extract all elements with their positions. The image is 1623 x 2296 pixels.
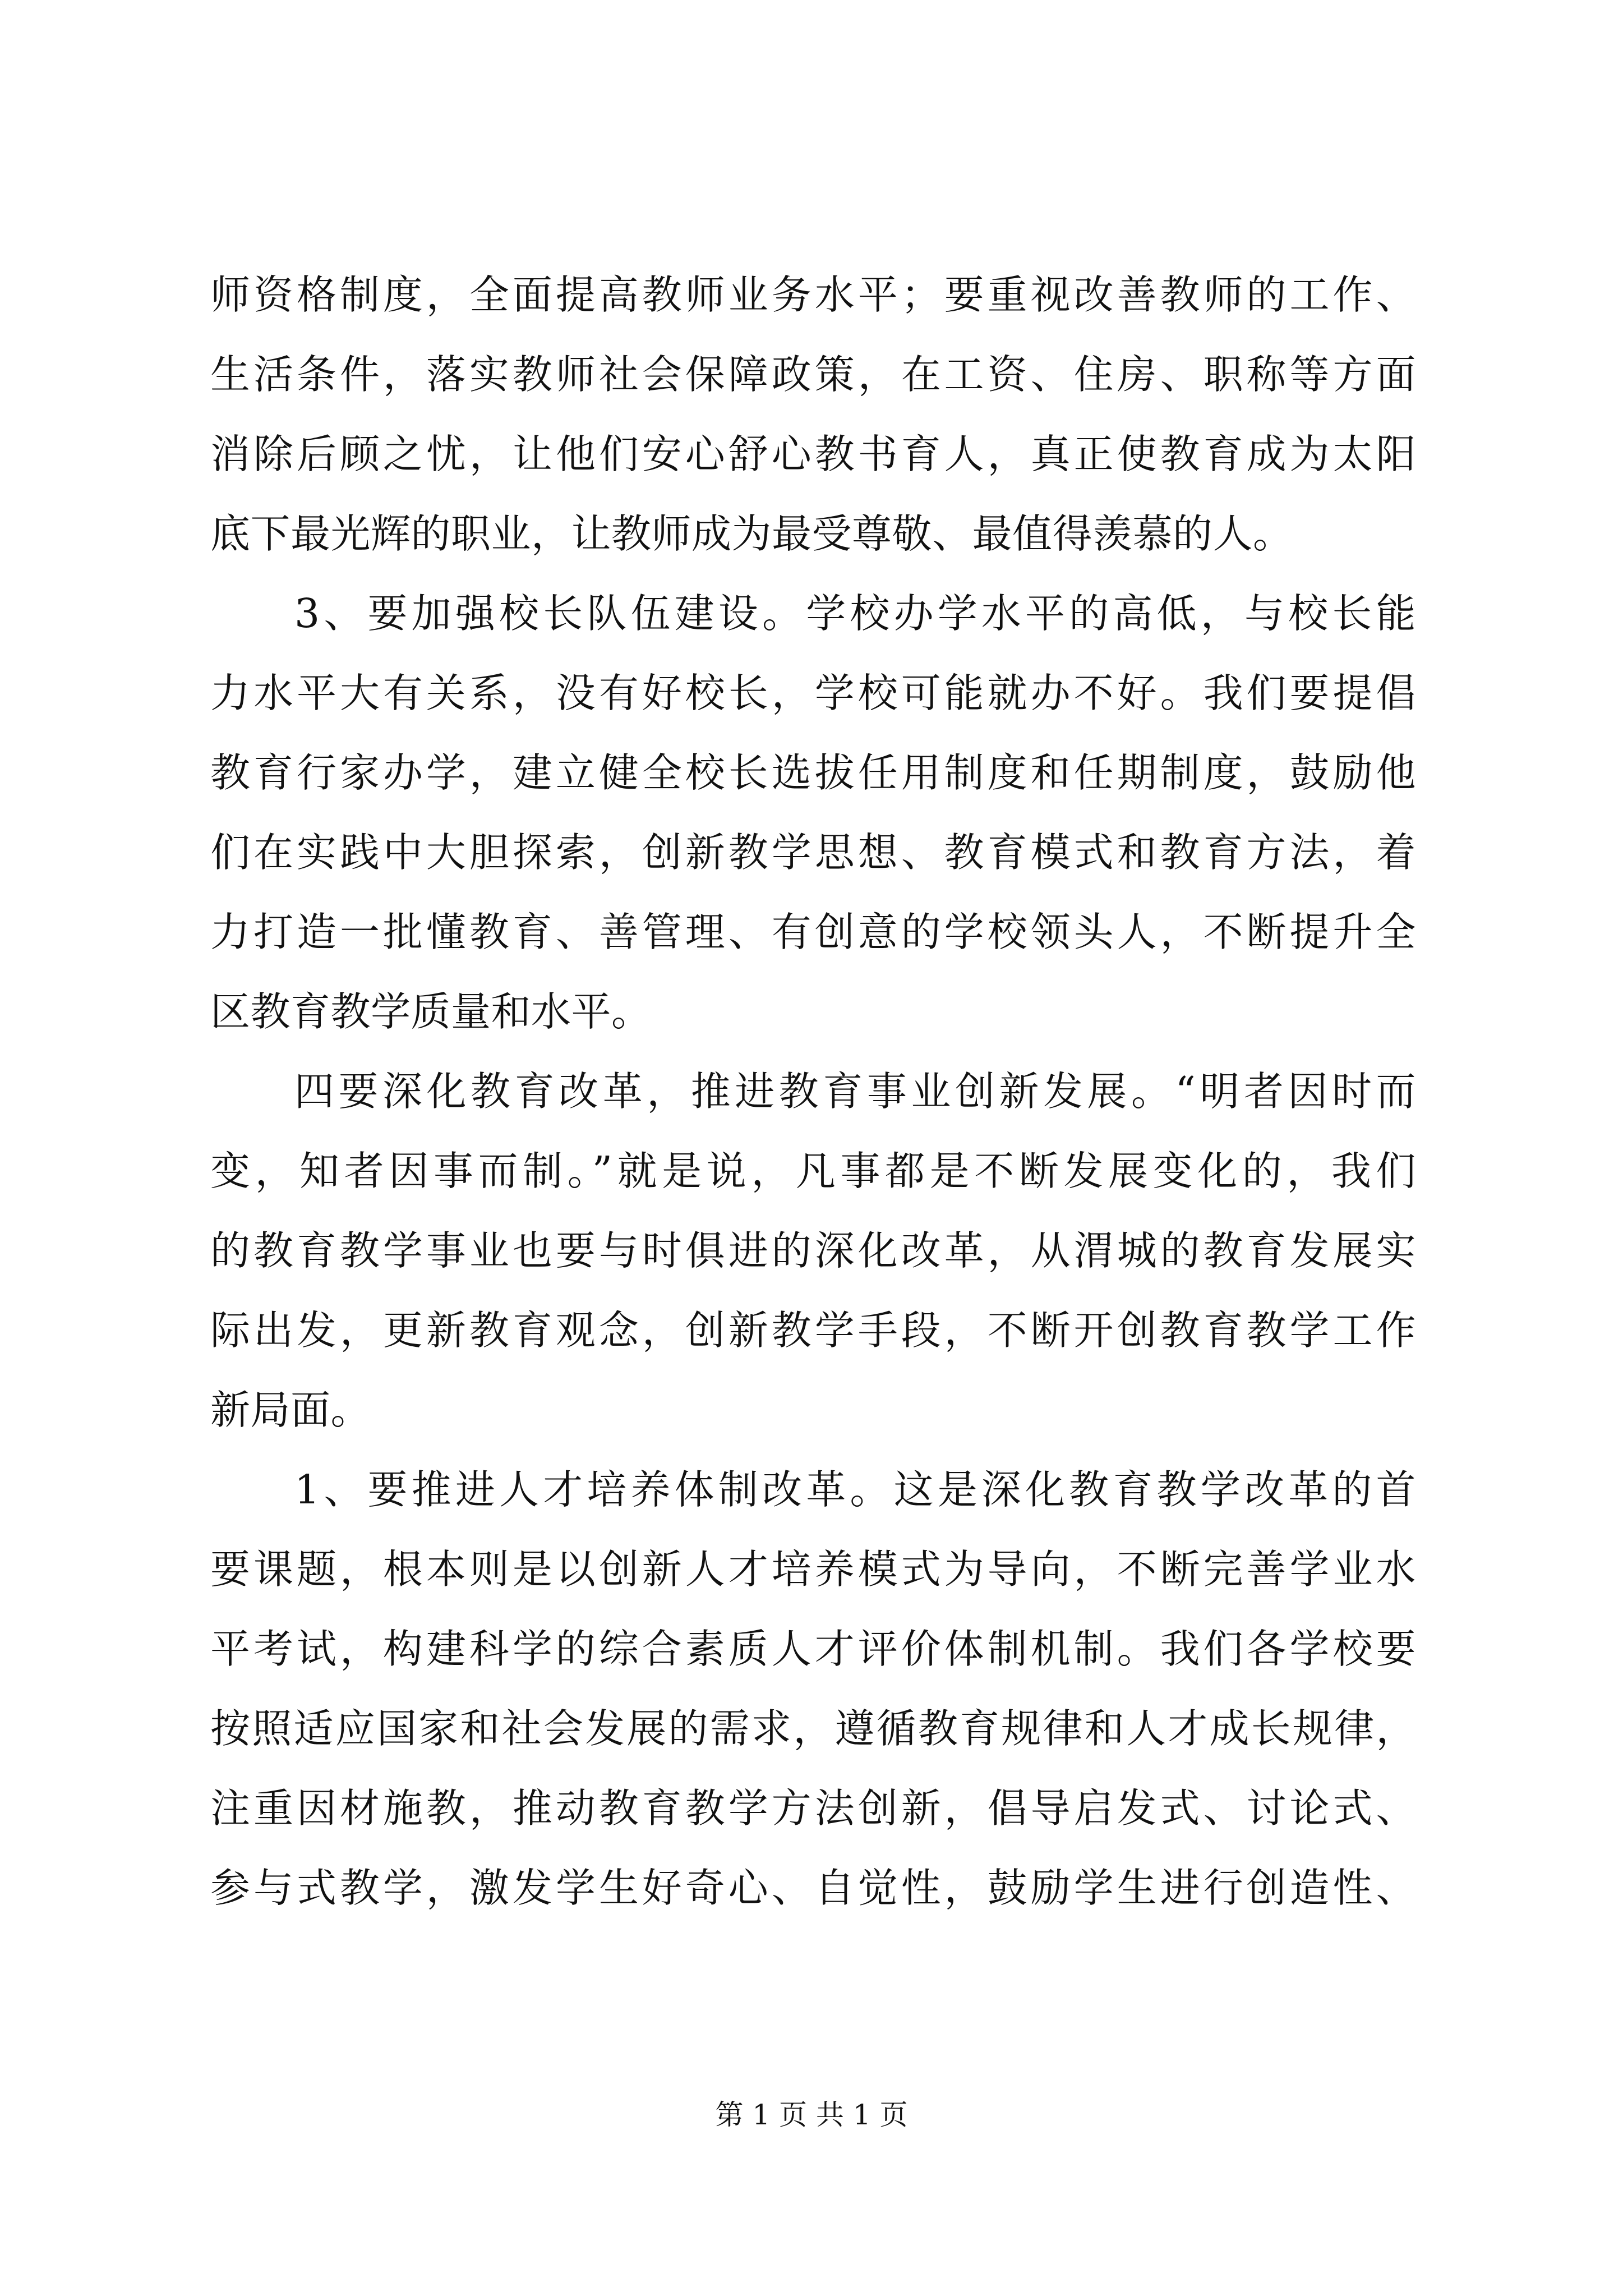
text-line: 注重因材施教，推动教育教学方法创新，倡导启发式、讨论式、 (210, 1785, 1416, 1832)
paragraph-talent-cultivation (210, 1450, 1416, 1928)
text-line: 1、要推进人才培养体制改革。这是深化教育教学改革的首 (294, 1466, 1416, 1513)
text-line: 力打造一批懂教育、善管理、有创意的学校领头人，不断提升全 (210, 909, 1416, 955)
text-line: 按照适应国家和社会发展的需求，遵循教育规律和人才成长规律， (210, 1705, 1416, 1752)
page-number-footer: 第 1 页 共 1 页 (715, 2099, 908, 2131)
text-line: 生活条件，落实教师社会保障政策，在工资、住房、职称等方面 (210, 351, 1416, 398)
text-line: 教育行家办学，建立健全校长选拔任用制度和任期制度，鼓励他 (210, 749, 1416, 796)
text-line: 区教育教学质量和水平。 (210, 988, 652, 1035)
text-line: 际出发，更新教育观念，创新教学手段，不断开创教育教学工作 (210, 1307, 1416, 1354)
paragraph-education-reform (210, 1052, 1416, 1450)
text-line: 3、要加强校长队伍建设。学校办学水平的高低，与校长能 (294, 590, 1416, 637)
paragraph-teacher-conditions (210, 255, 1416, 574)
paragraph-principal-team (210, 574, 1416, 1052)
text-line: 四要深化教育改革，推进教育事业创新发展。“明者因时而 (294, 1068, 1416, 1115)
document-body (210, 255, 1416, 1928)
text-line: 的教育教学事业也要与时俱进的深化改革，从渭城的教育发展实 (210, 1227, 1416, 1274)
text-line: 们在实践中大胆探索，创新教学思想、教育模式和教育方法，着 (210, 829, 1416, 876)
text-line: 新局面。 (210, 1387, 371, 1433)
text-line: 要课题，根本则是以创新人才培养模式为导向，不断完善学业水 (210, 1546, 1416, 1593)
text-line: 消除后顾之忧，让他们安心舒心教书育人，真正使教育成为太阳 (210, 431, 1416, 477)
text-line: 师资格制度，全面提高教师业务水平；要重视改善教师的工作、 (210, 272, 1416, 318)
text-line: 变，知者因事而制。”就是说，凡事都是不断发展变化的，我们 (210, 1148, 1416, 1194)
text-line: 参与式教学，激发学生好奇心、自觉性，鼓励学生进行创造性、 (210, 1865, 1416, 1911)
text-line: 底下最光辉的职业，让教师成为最受尊敬、最值得羡慕的人。 (210, 510, 1293, 557)
text-line: 力水平大有关系，没有好校长，学校可能就办不好。我们要提倡 (210, 670, 1416, 716)
text-line: 平考试，构建科学的综合素质人才评价体制机制。我们各学校要 (210, 1626, 1416, 1672)
